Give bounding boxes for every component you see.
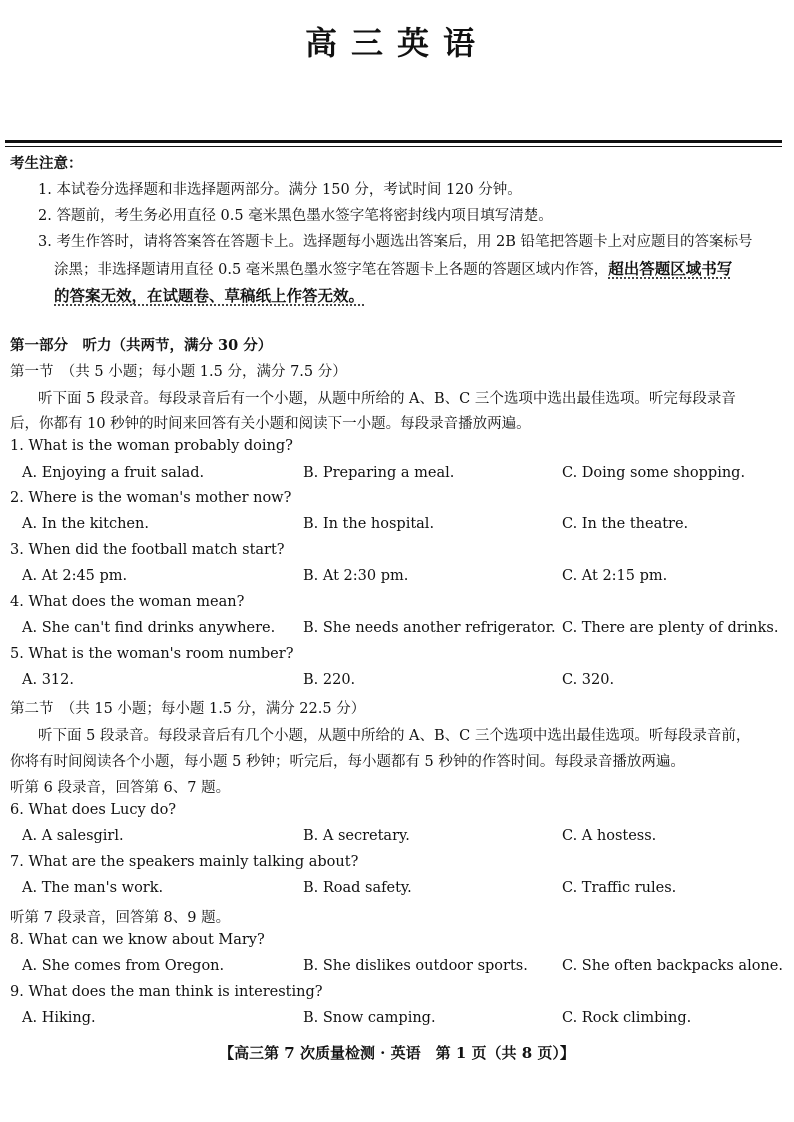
question-7: 7. What are the speakers mainly talking about? <box>10 854 359 870</box>
question-2-option-c[interactable]: C. In the theatre. <box>562 516 689 532</box>
question-8-option-c[interactable]: C. She often backpacks alone. <box>562 958 783 974</box>
question-5-option-c[interactable]: C. 320. <box>562 672 615 688</box>
question-4-option-c[interactable]: C. There are plenty of drinks. <box>562 620 779 636</box>
question-9-option-c[interactable]: C. Rock climbing. <box>562 1010 692 1026</box>
section1-instructions-2: 后，你都有 10 秒钟的时间来回答有关小题和阅读下一小题。每段录音播放两遍。 <box>10 416 531 432</box>
question-1: 1. What is the woman probably doing? <box>10 438 293 454</box>
notice-item-3-emphasis: 超出答题区域书写 <box>608 259 733 278</box>
question-6-option-a[interactable]: A. A salesgirl. <box>22 828 124 844</box>
question-2: 2. Where is the woman's mother now? <box>10 490 292 506</box>
question-8-option-b[interactable]: B. She dislikes outdoor sports. <box>303 958 528 974</box>
section2-instructions-1: 听下面 5 段录音。每段录音后有几个小题，从题中所给的 A、B、C 三个选项中选出最佳选项。听每段录音前， <box>38 728 751 744</box>
question-3-option-a[interactable]: A. At 2:45 pm. <box>22 568 128 584</box>
question-9-option-b[interactable]: B. Snow camping. <box>303 1010 436 1026</box>
question-3-option-b[interactable]: B. At 2:30 pm. <box>303 568 409 584</box>
section2-heading: 第二节 （共 15 小题；每小题 1.5 分，满分 22.5 分） <box>10 701 366 717</box>
question-1-option-b[interactable]: B. Preparing a meal. <box>303 465 455 481</box>
question-3-option-c[interactable]: C. At 2:15 pm. <box>562 568 668 584</box>
question-4: 4. What does the woman mean? <box>10 594 245 610</box>
question-4-option-b[interactable]: B. She needs another refrigerator. <box>303 620 556 636</box>
notice-item-3-plain: 涂黑；非选择题请用直径 0.5 毫米黑色墨水签字笔在答题卡上各题的答题区域内作答， <box>54 262 609 278</box>
question-5-option-a[interactable]: A. 312. <box>22 672 74 688</box>
question-5-option-b[interactable]: B. 220. <box>303 672 356 688</box>
question-7-option-b[interactable]: B. Road safety. <box>303 880 412 896</box>
question-9: 9. What does the man think is interesting? <box>10 984 323 1000</box>
notice-item-3: 3. 考生作答时，请将答案答在答题卡上。选择题每小题选出答案后，用 2B 铅笔把答题卡上对应题目的答案标号 <box>38 234 753 250</box>
question-3: 3. When did the football match start? <box>10 542 285 558</box>
section1-heading: 第一节 （共 5 小题；每小题 1.5 分，满分 7.5 分） <box>10 364 347 380</box>
question-7-option-c[interactable]: C. Traffic rules. <box>562 880 677 896</box>
question-1-option-c[interactable]: C. Doing some shopping. <box>562 465 746 481</box>
notice-heading: 考生注意： <box>10 155 83 172</box>
section1-instructions-1: 听下面 5 段录音。每段录音后有一个小题，从题中所给的 A、B、C 三个选项中选出最佳选项。听完每段录音 <box>38 391 736 407</box>
part1-heading: 第一部分 听力（共两节，满分 30 分） <box>10 337 273 354</box>
notice-item-1: 1. 本试卷分选择题和非选择题两部分。满分 150 分，考试时间 120 分钟。 <box>38 182 522 198</box>
question-6: 6. What does Lucy do? <box>10 802 177 818</box>
question-4-option-a[interactable]: A. She can't find drinks anywhere. <box>22 620 276 636</box>
question-6-option-b[interactable]: B. A secretary. <box>303 828 410 844</box>
question-1-option-a[interactable]: A. Enjoying a fruit salad. <box>22 465 205 481</box>
question-2-option-b[interactable]: B. In the hospital. <box>303 516 435 532</box>
notice-item-2: 2. 答题前，考生务必用直径 0.5 毫米黑色墨水签字笔将密封线内项目填写清楚。 <box>38 208 553 224</box>
header-rule-thick <box>5 140 782 143</box>
notice-item-3-cont <box>54 257 732 279</box>
question-9-option-a[interactable]: A. Hiking. <box>22 1010 96 1026</box>
question-2-option-a[interactable]: A. In the kitchen. <box>22 516 149 532</box>
page-title: 高三英语 <box>304 24 489 62</box>
section2-instructions-2: 你将有时间阅读各个小题，每小题 5 秒钟；听完后，每小题都有 5 秒钟的作答时间。每段录音播放两遍。 <box>10 754 685 770</box>
question-7-option-a[interactable]: A. The man's work. <box>22 880 164 896</box>
question-8: 8. What can we know about Mary? <box>10 932 265 948</box>
notice-item-3-emphasis-cont: 的答案无效，在试题卷、草稿纸上作答无效。 <box>54 286 365 305</box>
header-rule-thin <box>5 146 782 147</box>
page-footer: 【高三第 7 次质量检测 · 英语 第 1 页（共 8 页）】 <box>219 1044 575 1062</box>
audio-7-instruction: 听第 7 段录音，回答第 8、9 题。 <box>10 910 231 926</box>
question-5: 5. What is the woman's room number? <box>10 646 294 662</box>
audio-6-instruction: 听第 6 段录音，回答第 6、7 题。 <box>10 780 231 796</box>
question-8-option-a[interactable]: A. She comes from Oregon. <box>22 958 225 974</box>
question-6-option-c[interactable]: C. A hostess. <box>562 828 657 844</box>
